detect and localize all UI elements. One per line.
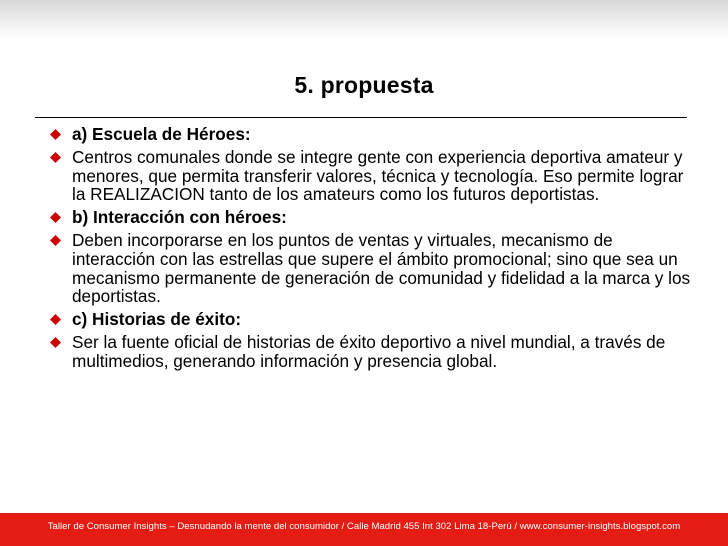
list-item-text: b) Interacción con héroes:: [72, 207, 287, 228]
header-gradient: [0, 0, 728, 40]
diamond-bullet-icon: [50, 129, 61, 140]
list-item-text: Centros comunales donde se integre gente con experiencia deportiva amateur y menores, que permita transferir valores, técnica y tecnología. Eso permite lograr la REALIZACION tanto de los amateurs como los futuros deportistas.: [72, 146, 684, 205]
list-item: [48, 148, 698, 204]
footer-text: Taller de Consumer Insights – Desnudando la mente del consumidor / Calle Madrid 455 Int 302 Lima 18-Perú / www.consumer-insights.blogspot.com: [47, 521, 681, 532]
list-item-text: Ser la fuente oficial de historias de éxito deportivo a nivel mundial, a través de multimedios, generando información y presencia global.: [72, 331, 666, 371]
diamond-bullet-icon: [50, 314, 61, 325]
diamond-bullet-icon: [50, 152, 61, 163]
bullet-list: [48, 125, 698, 375]
list-item-text: Deben incorporarse en los puntos de ventas y virtuales, mecanismo de interacción con las estrellas que supere el ámbito promocional; sino que sea un mecanismo permanente de generación de comunidad y fidelidad a la marca y los deportistas.: [72, 229, 691, 307]
diamond-bullet-icon: [50, 212, 61, 223]
list-item: [48, 125, 698, 144]
diamond-bullet-icon: [50, 235, 61, 246]
list-item-text: a) Escuela de Héroes:: [72, 124, 251, 144]
list-item: [48, 231, 698, 306]
list-item: [48, 333, 698, 371]
list-item-text: c) Historias de éxito:: [72, 309, 242, 330]
diamond-bullet-icon: [50, 337, 61, 348]
slide-title: 5. propuesta: [294, 72, 434, 98]
title-divider: [35, 117, 687, 118]
list-item: [48, 310, 698, 329]
list-item: [48, 208, 698, 227]
